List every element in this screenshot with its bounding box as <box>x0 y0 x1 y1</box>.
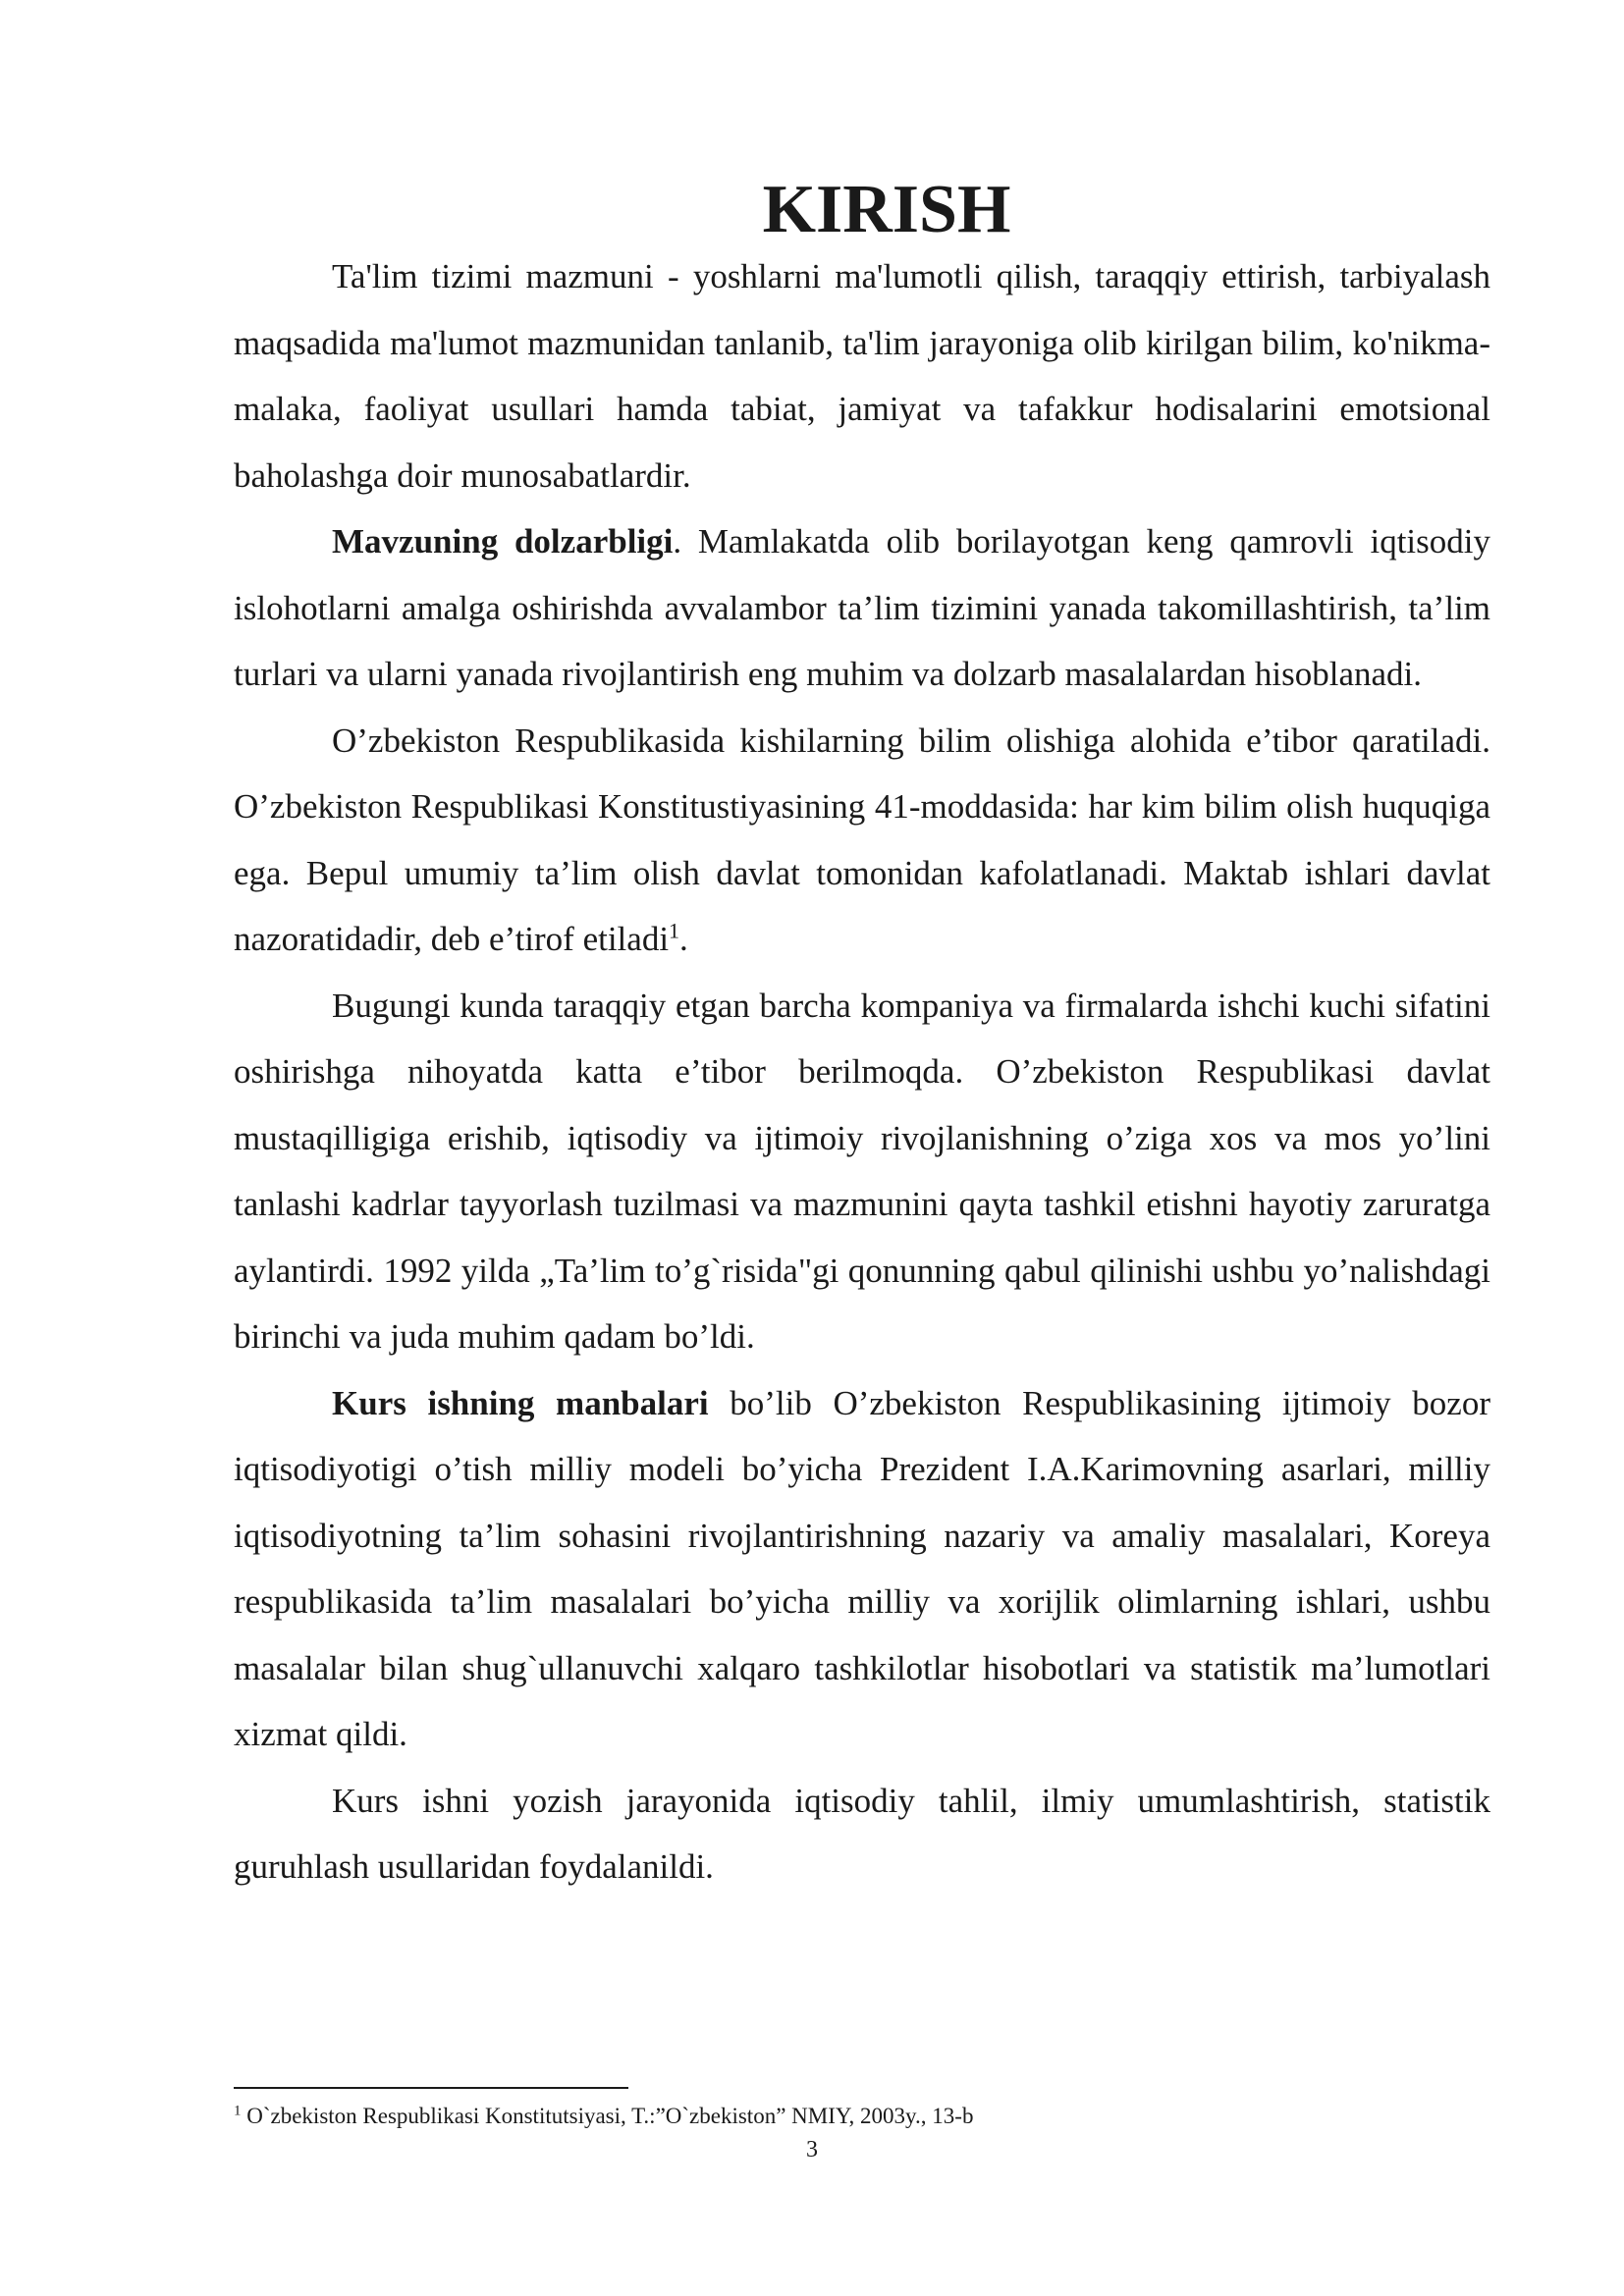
paragraph-text: Kurs ishni yozish jarayonida iqtisodiy tahlil, ilmiy umumlashtirish, statistik guruhlash usullaridan foydalanildi. <box>234 1781 1490 1886</box>
paragraph-lead-bold: Kurs ishning manbalari <box>332 1383 709 1422</box>
paragraph-lead-bold: Mavzuning dolzarbligi <box>332 522 674 561</box>
footnote-reference[interactable]: 1 <box>669 918 680 943</box>
footnote-marker: 1 <box>234 2103 242 2119</box>
paragraph-text: O’zbekiston Respublikasida kishilarning bilim olishiga alohida e’tibor qaratiladi. O’zbekiston Respublikasi Konstitustiyasining 41-moddasida: har kim bilim olish huquqiga ega. Bepul umumiy ta’lim olish davlat tomonidan kafolatlanadi. Maktab ishlari davlat nazoratidadir, deb e’tirof etiladi <box>234 721 1490 958</box>
footnote-text: O`zbekiston Respublikasi Konstitutsiyasi, T.:”O`zbekiston” NMIY, 2003y., 13-b <box>241 2104 974 2128</box>
body-text <box>234 172 1490 1900</box>
paragraph-tail: . <box>679 920 688 958</box>
footnote <box>234 2101 1490 2132</box>
paragraph-2 <box>234 508 1490 708</box>
paragraph-4 <box>234 973 1490 1370</box>
page-number: 3 <box>806 2137 818 2163</box>
footnote-separator <box>234 2087 628 2089</box>
paragraph-3 <box>234 708 1490 973</box>
paragraph-6 <box>234 1768 1490 1900</box>
paragraph-text: . Mamlakatda olib borilayotgan keng qamrovli iqtisodiy islohotlarni amalga oshirishda avvalambor ta’lim tizimini yanada takomillashtirish, ta’lim turlari va ularni yanada rivojlantirish eng muhim va dolzarb masalalardan hisoblanadi. <box>234 522 1490 693</box>
paragraph-5 <box>234 1370 1490 1768</box>
paragraph-text: Bugungi kunda taraqqiy etgan barcha kompaniya va firmalarda ishchi kuchi sifatini oshirishga nihoyatda katta e’tibor berilmoqda. O’zbekiston Respublikasi davlat mustaqilligiga erishib, iqtisodiy va ijtimoiy rivojlanishning o’ziga xos va mos yo’lini tanlashi kadrlar tayyorlash tuzilmasi va mazmunini qayta tashkil etishni hayotiy zaruratga aylantirdi. 1992 yilda „Ta’lim to’g`risida"gi qonunning qabul qilinishi ushbu yo’nalishdagi birinchi va juda muhim qadam bo’ldi. <box>234 986 1490 1356</box>
paragraph-1 <box>234 243 1490 508</box>
paragraph-text: Ta'lim tizimi mazmuni - yoshlarni ma'lumotli qilish, taraqqiy ettirish, tarbiyalash maqsadida ma'lumot mazmunidan tanlanib, ta'lim jarayoniga olib kirilgan bilim, ko'nikma-malaka, faoliyat usullari hamda tabiat, jamiyat va tafakkur hodisalarini emotsional baholashga doir munosabatlardir. <box>234 257 1490 495</box>
section-title: KIRISH <box>762 172 1011 247</box>
paragraph-text: bo’lib O’zbekiston Respublikasining ijtimoiy bozor iqtisodiyotigi o’tish milliy modeli bo’yicha Prezident I.A.Karimovning asarlari, milliy iqtisodiyotning ta’lim sohasini rivojlantirishning nazariy va amaliy masalalari, Koreya respublikasida ta’lim masalalari bo’yicha milliy va xorijlik olimlarning ishlari, ushbu masalalar bilan shug`ullanuvchi xalqaro tashkilotlar hisobotlari va statistik ma’lumotlari xizmat qildi. <box>234 1383 1490 1753</box>
